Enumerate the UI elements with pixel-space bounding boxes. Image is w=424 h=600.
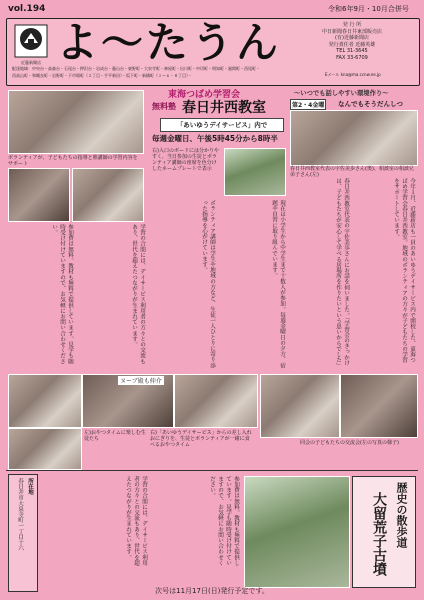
schedule-text: 毎週金曜日、午後5時45分から8時半 — [152, 134, 278, 143]
next-issue-footer: 次号は11月17日(日)発行予定です。 — [155, 587, 269, 595]
delivery-area-line1: 配達地域：中央台・高森台・石尾台・押沢台・岩成台・藤山台・東野町・大泉寺町・神屋町・出川町・中切町・明知町・廻間町・西尾町・ — [12, 66, 260, 71]
body-column-5: 学習の合間には、デイサービス利用者の方々との交流もあり、世代を超えたつながりが生まれています。 — [131, 224, 145, 364]
publisher-block — [292, 22, 412, 62]
snack-photo-4 — [8, 428, 82, 470]
caption-onigiri: 右)「あいゆうデイサービス」からの差し入れおにぎりを、生徒とボランティアが一緒に食べるおやつタイム — [150, 430, 252, 448]
publisher-fax: FAX 33-6709 — [336, 54, 368, 61]
caption-volunteer: ボランティアが、子どもたちの指導と塾講師の学習内容をサポート — [8, 155, 138, 167]
free-label: 無料塾 — [152, 102, 176, 111]
caption-snack: 左)おやつタイムに楽しむ生徒たち — [84, 430, 146, 442]
newspaper-logo-icon — [14, 24, 48, 58]
snack-photo-1 — [8, 374, 82, 428]
body-column-1: 今年１月、近藤新店も一員のあいゆうデイサービス内で開校した、東海つばめ学習会春日井西教室。地域のボランティアの方々が子どもたちの学習をサポートしています。 — [393, 178, 415, 363]
nameplate-board-photo — [224, 148, 286, 196]
delivery-area-line2: 西高山町・和爾良町・岩野町・下市場町（２丁目・手平新田）・坂下町・新橋町（１〜６・８丁目）・ — [12, 73, 192, 78]
nameplate-photo — [72, 168, 144, 222]
publisher-company: (有)近藤新聞店 — [335, 35, 369, 42]
vol-number: vol.194 — [8, 4, 46, 14]
consultation-photo — [290, 110, 418, 166]
feature-box-title: 東海つばめ学習会 — [168, 90, 241, 100]
photo-label: ヌーブ殿も仲介 — [120, 378, 162, 385]
bottom-divider — [6, 470, 418, 471]
service-box — [160, 118, 284, 132]
publisher-name: 中日新聞春日井東部販売店 — [321, 28, 382, 35]
classroom-photo — [8, 90, 144, 154]
body-column-6: 参加費は無料。教材も無料で提供しています。見学も随時受け付けていますので、お気軽にお問い合わせください。 — [51, 224, 73, 364]
caption-board: 右)入口のボードには分かりやすく、当日参加の生徒とボランティア講師の座席を色分けしたネームプレートで表示 — [152, 148, 219, 172]
history-subtitle: 大留荒子古墳 — [371, 492, 387, 576]
board-photo — [8, 168, 70, 222]
kofun-photo — [244, 476, 350, 588]
publisher-person: 発行責任者 近藤英雄 — [328, 41, 376, 48]
history-text-left: 学習の合間には、デイサービス利用者の方々との交流もあり、世代を超えたつながりが生まれています。 — [125, 476, 147, 566]
classroom-name: 春日井西教室 — [182, 100, 266, 116]
issue-date: 令和6年9月・10月合併号 — [328, 5, 409, 13]
logo-caption: 近藤新聞店 — [21, 60, 41, 65]
address-text: 春日井市大泉寺町一丁目十六 — [17, 478, 23, 551]
history-text-right: 参加費は無料。教材も無料で提供しています。見学も随時受け付けていますので、お気軽にお問い合わせください。 — [209, 476, 239, 566]
caption-representative: 春日井西教室代表の宇佐美歩さん(奥)、相談室の相談兄弟子さん(左) — [290, 166, 414, 178]
body-column-2: 春日井西教室代表の宇佐美歩さんにお話を伺いました。「学習会のきっかけは、子どもたちが安心して学べる居場所を作りたいという思いからでした」 — [335, 178, 349, 368]
address-label: 所在地 — [27, 478, 33, 495]
series-text: なんでもそうだんしつ — [338, 100, 403, 108]
interaction-photo-2 — [340, 374, 418, 438]
caption-exchange: 同会の子どもたちの交流会(左の写真の様子) — [300, 440, 399, 446]
snack-photo-3 — [174, 374, 258, 428]
body-column-4: ボランティア講師は学生や地域の方など、生徒一人ひとりに寄り添った指導を心がけています。 — [201, 200, 215, 368]
interaction-photo-1 — [260, 374, 340, 438]
publisher-label: 発 行 所 — [342, 22, 362, 28]
subhead: 〜いつでも話しやすい環境作り〜 — [294, 90, 389, 97]
history-title: 歴史の散歩道 — [395, 482, 408, 548]
page-title: よ〜たうん — [56, 18, 282, 67]
publisher-email: Eメール kna@ma.ccnw.ne.jp — [325, 72, 381, 77]
series-label: 第2・4金曜 — [290, 99, 326, 110]
body-column-3: 現在は小学生から中学生まで十数人が参加。毎週金曜日の夕方、宿題や自習に取り組んでいます。 — [271, 200, 285, 368]
service-box-text: 「あいゆうデイサービス」内で — [176, 121, 268, 129]
publisher-tel: TEL 31-3645 — [336, 48, 368, 55]
